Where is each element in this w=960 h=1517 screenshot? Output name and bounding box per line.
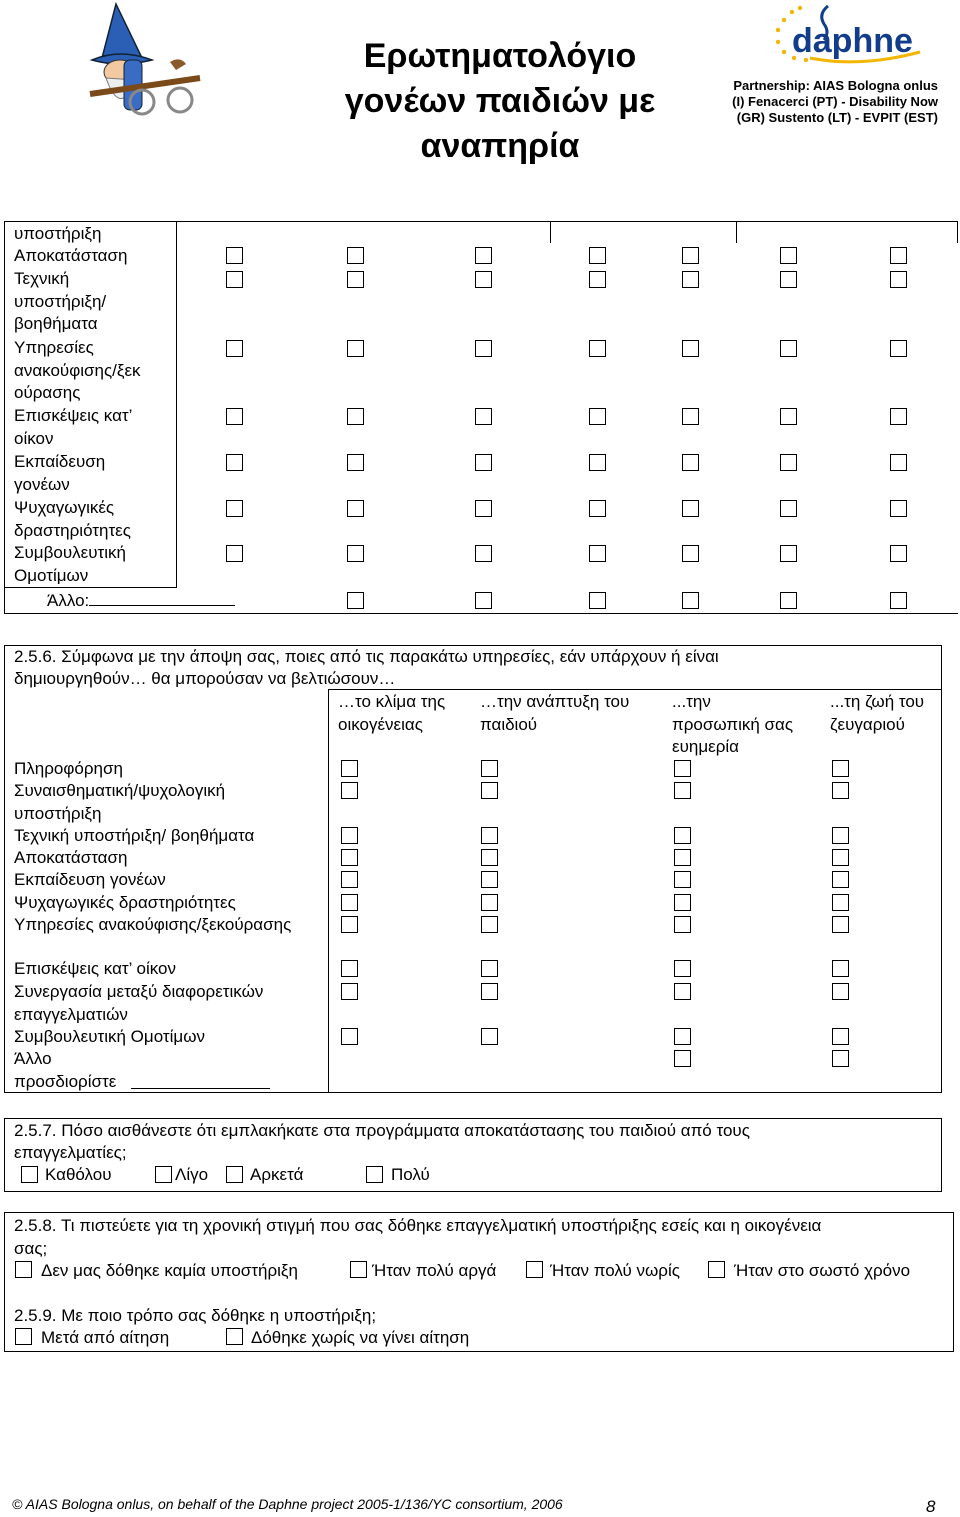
table1-checkbox[interactable] bbox=[589, 340, 606, 357]
q256-checkbox[interactable] bbox=[832, 960, 849, 977]
table1-checkbox[interactable] bbox=[682, 500, 699, 517]
q256-checkbox[interactable] bbox=[341, 894, 358, 911]
table1-checkbox[interactable] bbox=[682, 340, 699, 357]
q256-checkbox[interactable] bbox=[341, 760, 358, 777]
q258-option-checkbox[interactable] bbox=[526, 1261, 543, 1278]
table1-checkbox[interactable] bbox=[475, 271, 492, 288]
q256-checkbox[interactable] bbox=[481, 1028, 498, 1045]
q256-checkbox[interactable] bbox=[481, 760, 498, 777]
q258-option-label: Ήταν πολύ νωρίς bbox=[550, 1261, 680, 1280]
q256-checkbox[interactable] bbox=[341, 916, 358, 933]
table1-checkbox[interactable] bbox=[589, 500, 606, 517]
q256-checkbox[interactable] bbox=[341, 849, 358, 866]
q259-option-checkbox[interactable] bbox=[15, 1328, 32, 1345]
q256-col-header-child: …την ανάπτυξη του παιδιού bbox=[480, 692, 630, 734]
table1-checkbox[interactable] bbox=[890, 340, 907, 357]
q258-question-line1: 2.5.8. Τι πιστεύετε για τη χρονική στιγμή που σας δόθηκε επαγγελματική υποστήριξης εσείς και η οικογένεια bbox=[14, 1216, 822, 1235]
table1-checkbox[interactable] bbox=[589, 454, 606, 471]
table1-checkbox[interactable] bbox=[589, 408, 606, 425]
q258-option-label: Ήταν πολύ αργά bbox=[372, 1261, 497, 1280]
table1-checkbox[interactable] bbox=[682, 271, 699, 288]
table1-checkbox[interactable] bbox=[226, 500, 243, 517]
q256-row-label: Συμβουλευτική Ομοτίμων bbox=[14, 1027, 205, 1046]
q256-checkbox[interactable] bbox=[832, 827, 849, 844]
q256-answer-area bbox=[328, 689, 942, 1093]
title-line-2: γονέων παιδιών με bbox=[344, 82, 656, 120]
q257-option-label: Πολύ bbox=[391, 1165, 430, 1184]
q258-option-checkbox[interactable] bbox=[15, 1261, 32, 1278]
table1-checkbox[interactable] bbox=[589, 592, 606, 609]
table1-checkbox[interactable] bbox=[780, 408, 797, 425]
q256-checkbox[interactable] bbox=[674, 760, 691, 777]
q256-row-label: Συνεργασία μεταξύ διαφορετικών επαγγελματιών bbox=[14, 982, 264, 1024]
q256-row-label: Πληροφόρηση bbox=[14, 759, 123, 778]
q257-question-line1: 2.5.7. Πόσο αισθάνεστε ότι εμπλακήκατε στα προγράμματα αποκατάστασης του παιδιού από τους bbox=[14, 1121, 750, 1140]
q256-checkbox[interactable] bbox=[832, 760, 849, 777]
q259-question: 2.5.9. Με ποιο τρόπο σας δόθηκε η υποστήριξη; bbox=[14, 1306, 377, 1325]
q256-checkbox[interactable] bbox=[674, 960, 691, 977]
q257-option-checkbox[interactable] bbox=[155, 1166, 172, 1183]
q256-checkbox[interactable] bbox=[481, 849, 498, 866]
table1-checkbox[interactable] bbox=[347, 408, 364, 425]
table1-checkbox[interactable] bbox=[890, 592, 907, 609]
table1-checkbox[interactable] bbox=[780, 545, 797, 562]
table1-checkbox[interactable] bbox=[347, 592, 364, 609]
table1-checkbox[interactable] bbox=[475, 500, 492, 517]
table1-checkbox[interactable] bbox=[347, 500, 364, 517]
q259-option-label: Δόθηκε χωρίς να γίνει αίτηση bbox=[251, 1328, 470, 1347]
q257-question-line2: επαγγελματίες; bbox=[14, 1143, 127, 1162]
q257-option-checkbox[interactable] bbox=[226, 1166, 243, 1183]
table1-checkbox[interactable] bbox=[475, 545, 492, 562]
q256-row-label: Επισκέψεις κατ’ οίκον bbox=[14, 959, 176, 978]
q259-option-checkbox[interactable] bbox=[226, 1328, 243, 1345]
q256-checkbox[interactable] bbox=[341, 1028, 358, 1045]
document-title bbox=[300, 34, 700, 169]
table1-checkbox[interactable] bbox=[475, 247, 492, 264]
q256-checkbox[interactable] bbox=[674, 871, 691, 888]
q258-option-label: Ήταν στο σωστό χρόνο bbox=[734, 1261, 911, 1280]
q256-checkbox[interactable] bbox=[832, 849, 849, 866]
table1-checkbox[interactable] bbox=[589, 545, 606, 562]
q257-option-label: Λίγο bbox=[175, 1165, 209, 1184]
q256-checkbox[interactable] bbox=[341, 960, 358, 977]
table1-checkbox[interactable] bbox=[890, 408, 907, 425]
q257-option-label: Αρκετά bbox=[250, 1165, 304, 1184]
q256-checkbox[interactable] bbox=[832, 871, 849, 888]
q256-checkbox[interactable] bbox=[341, 827, 358, 844]
q256-col-header-couple: ...τη ζωή του ζευγαριού bbox=[830, 692, 925, 734]
table1-row-label: Αποκατάσταση bbox=[14, 246, 128, 265]
table1-other-label: Άλλο: bbox=[47, 590, 235, 613]
table1-checkbox[interactable] bbox=[226, 271, 243, 288]
table1-checkbox[interactable] bbox=[780, 340, 797, 357]
q257-option-checkbox[interactable] bbox=[366, 1166, 383, 1183]
q256-checkbox[interactable] bbox=[481, 983, 498, 1000]
q256-question-line1: 2.5.6. Σύμφωνα με την άποψη σας, ποιες από τις παρακάτω υπηρεσίες, εάν υπάρχουν ή είναι bbox=[14, 647, 719, 666]
q256-checkbox[interactable] bbox=[674, 849, 691, 866]
table1-row-label: υποστήριξη bbox=[14, 224, 102, 243]
table1-checkbox[interactable] bbox=[682, 408, 699, 425]
table1-checkbox[interactable] bbox=[890, 247, 907, 264]
q256-other-underline bbox=[131, 1088, 270, 1089]
q258-option-checkbox[interactable] bbox=[350, 1261, 367, 1278]
table1-checkbox[interactable] bbox=[682, 592, 699, 609]
table1-checkbox[interactable] bbox=[347, 271, 364, 288]
table1-row-label: Επισκέψεις κατ’ οίκον bbox=[14, 406, 132, 448]
q256-question-line2: δημιουργηθούν… θα μπορούσαν να βελτιώσουν… bbox=[14, 669, 396, 688]
q256-checkbox[interactable] bbox=[481, 782, 498, 799]
q256-checkbox[interactable] bbox=[341, 871, 358, 888]
table1-checkbox[interactable] bbox=[475, 592, 492, 609]
q256-checkbox[interactable] bbox=[674, 894, 691, 911]
table1-checkbox[interactable] bbox=[780, 454, 797, 471]
table1-checkbox[interactable] bbox=[475, 340, 492, 357]
table1-row-label: Υπηρεσίες ανακούφισης/ξεκ ούρασης bbox=[14, 338, 141, 403]
table1-checkbox[interactable] bbox=[890, 271, 907, 288]
daphne-logo bbox=[770, 2, 930, 76]
table1-checkbox[interactable] bbox=[780, 500, 797, 517]
table1-checkbox[interactable] bbox=[589, 271, 606, 288]
q256-row-label: Ψυχαγωγικές δραστηριότητες bbox=[14, 893, 236, 912]
q256-row-label: Άλλο προσδιορίστε bbox=[14, 1049, 117, 1091]
q258-question-line2: σας; bbox=[14, 1239, 48, 1258]
wizard-mascot-image bbox=[80, 0, 210, 120]
q256-checkbox[interactable] bbox=[674, 1028, 691, 1045]
svg-text:daphne: daphne bbox=[792, 22, 913, 60]
table1-checkbox[interactable] bbox=[682, 247, 699, 264]
q256-checkbox[interactable] bbox=[481, 916, 498, 933]
q256-col-header-wellbeing: ...την προσωπική σας ευημερία bbox=[672, 692, 794, 756]
q256-checkbox[interactable] bbox=[832, 983, 849, 1000]
page-number: 8 bbox=[926, 1497, 936, 1516]
q256-checkbox[interactable] bbox=[832, 916, 849, 933]
table1-row-label: Τεχνική υποστήριξη/ βοηθήματα bbox=[14, 269, 107, 334]
q256-row-label: Τεχνική υποστήριξη/ βοηθήματα bbox=[14, 826, 255, 845]
table1-checkbox[interactable] bbox=[682, 454, 699, 471]
table1-checkbox[interactable] bbox=[226, 247, 243, 264]
footer-copyright: © AIAS Bologna onlus, on behalf of the Daphne project 2005-1/136/YC consortium, 2006 bbox=[12, 1496, 563, 1512]
table1-checkbox[interactable] bbox=[226, 545, 243, 562]
q256-col-header-family: …το κλίμα της οικογένειας bbox=[338, 692, 446, 734]
q256-row-label: Αποκατάσταση bbox=[14, 848, 128, 867]
q256-checkbox[interactable] bbox=[832, 782, 849, 799]
table1-row-label: Ψυχαγωγικές δραστηριότητες bbox=[14, 498, 131, 540]
q256-row-label: Υπηρεσίες ανακούφισης/ξεκούρασης bbox=[14, 915, 292, 934]
q256-row-label: Συναισθηματική/ψυχολογική υποστήριξη bbox=[14, 781, 226, 823]
q256-checkbox[interactable] bbox=[481, 894, 498, 911]
q256-checkbox[interactable] bbox=[481, 827, 498, 844]
q256-checkbox[interactable] bbox=[674, 827, 691, 844]
q256-checkbox[interactable] bbox=[341, 983, 358, 1000]
q256-row-label: Εκπαίδευση γονέων bbox=[14, 870, 166, 889]
partnership-text: Partnership: AIAS Bologna onlus (I) Fenacerci (PT) - Disability Now (GR) Sustento (LT) - EVPIT (EST) bbox=[732, 78, 938, 125]
table1-checkbox[interactable] bbox=[890, 545, 907, 562]
q257-option-checkbox[interactable] bbox=[21, 1166, 38, 1183]
q257-option-label: Καθόλου bbox=[45, 1165, 112, 1184]
q256-checkbox[interactable] bbox=[674, 916, 691, 933]
q256-checkbox[interactable] bbox=[832, 1028, 849, 1045]
table1-row-label: Εκπαίδευση γονέων bbox=[14, 452, 106, 494]
table1-checkbox[interactable] bbox=[347, 340, 364, 357]
q256-checkbox[interactable] bbox=[674, 983, 691, 1000]
table1-checkbox[interactable] bbox=[347, 247, 364, 264]
q256-checkbox[interactable] bbox=[481, 960, 498, 977]
table1-checkbox[interactable] bbox=[347, 545, 364, 562]
q256-checkbox[interactable] bbox=[832, 894, 849, 911]
title-line-1: Ερωτηματολόγιο bbox=[363, 37, 637, 75]
q256-checkbox[interactable] bbox=[674, 1050, 691, 1067]
table1-checkbox[interactable] bbox=[780, 271, 797, 288]
table1-row-label: Συμβουλευτική Ομοτίμων bbox=[14, 543, 126, 585]
table1-checkbox[interactable] bbox=[682, 545, 699, 562]
q256-checkbox[interactable] bbox=[341, 782, 358, 799]
table1-checkbox[interactable] bbox=[890, 500, 907, 517]
table1-checkbox[interactable] bbox=[475, 408, 492, 425]
q259-option-label: Μετά από αίτηση bbox=[41, 1328, 170, 1347]
q258-option-label: Δεν μας δόθηκε καμία υποστήριξη bbox=[41, 1261, 298, 1280]
q256-checkbox[interactable] bbox=[674, 782, 691, 799]
table1-checkbox[interactable] bbox=[475, 454, 492, 471]
table1-checkbox[interactable] bbox=[890, 454, 907, 471]
q256-checkbox[interactable] bbox=[481, 871, 498, 888]
table1-checkbox[interactable] bbox=[780, 592, 797, 609]
table1-checkbox[interactable] bbox=[226, 454, 243, 471]
title-line-3: αναπηρία bbox=[420, 127, 580, 165]
table1-checkbox[interactable] bbox=[226, 408, 243, 425]
table1-checkbox[interactable] bbox=[226, 340, 243, 357]
table1-checkbox[interactable] bbox=[347, 454, 364, 471]
table1-checkbox[interactable] bbox=[589, 247, 606, 264]
q258-option-checkbox[interactable] bbox=[708, 1261, 725, 1278]
table1-checkbox[interactable] bbox=[780, 247, 797, 264]
q256-checkbox[interactable] bbox=[832, 1050, 849, 1067]
